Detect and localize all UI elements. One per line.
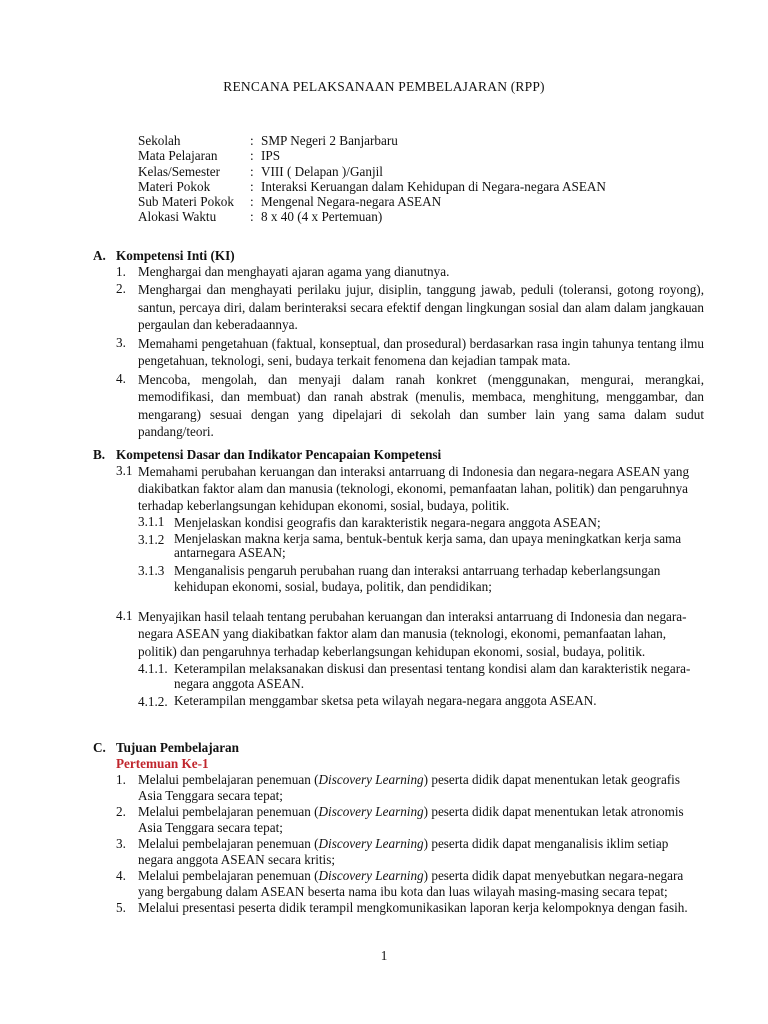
kd-number: 4.1 [116, 608, 133, 623]
item-number: 4. [116, 868, 126, 883]
indicator-text: Keterampilan menggambar sketsa peta wilayah negara-negara anggota ASEAN. [174, 692, 597, 708]
section-c-heading [93, 740, 239, 756]
section-b-heading [93, 447, 441, 463]
info-label: Kelas/Semester [138, 163, 221, 179]
section-title: Kompetensi Inti (KI) [116, 248, 235, 263]
info-value: VIII ( Delapan )/Ganjil [261, 163, 383, 179]
info-label: Sekolah [138, 133, 181, 148]
page-number: 1 [380, 948, 388, 963]
kd-3-1 [116, 463, 704, 595]
indicator-item [138, 514, 704, 531]
indicator-item [138, 532, 704, 559]
list-item [116, 804, 706, 836]
kd-text: Menyajikan hasil telaah tentang perubahan keruangan dan interaksi antarruang di Indonesia dan negara-negara ASEAN yang diakibatkan faktor alam dan manusia (teknologi, ekonomi, pemanfaatan lahan, politik) dan pengaruhnya terhadap keberlangsungan kehidupan ekonomi, sosial, budaya, politik. [138, 609, 687, 659]
document-title: RENCANA PELAKSANAAN PEMBELAJARAN (RPP) [223, 79, 545, 94]
indicator-number: 3.1.3 [138, 563, 165, 578]
info-label: Mata Pelajaran [138, 148, 218, 164]
info-label: Alokasi Waktu [138, 209, 217, 225]
kd-number: 3.1 [116, 463, 133, 478]
kd-4-1 [116, 608, 704, 710]
kd-main [116, 463, 704, 514]
info-value: Mengenal Negara-negara ASEAN [261, 194, 442, 210]
item-text: Melalui pembelajaran penemuan (Discovery Learning) peserta didik dapat menentukan letak atronomis Asia Tenggara secara tepat; [138, 804, 684, 835]
info-separator: : [250, 209, 254, 225]
indicator-number: 3.1.2 [138, 532, 165, 547]
section-letter: B. [93, 447, 106, 462]
item-text: Mencoba, mengolah, dan menyaji dalam ranah konkret (menggunakan, mengurai, merangkai, memodifikasi, dan membuat) dan ranah abstrak (menulis, membaca, menghitung, menggambar, dan mengarang) sesuai dengan yang dipelajari di sekolah dan sumber lain yang sama dalam sudut pandang/teori. [138, 371, 704, 439]
item-text: Menghargai dan menghayati ajaran agama yang dianutnya. [138, 264, 450, 279]
ki-list [116, 264, 704, 441]
item-number: 3. [116, 836, 126, 851]
section-a-heading [93, 248, 235, 264]
item-text: Melalui pembelajaran penemuan (Discovery Learning) peserta didik dapat menganalisis iklim setiap negara anggota ASEAN secara kritis; [138, 836, 669, 867]
item-number: 5. [116, 900, 126, 915]
info-value: Interaksi Keruangan dalam Kehidupan di Negara-negara ASEAN [261, 178, 606, 194]
info-separator: : [250, 178, 254, 194]
list-item [116, 836, 706, 868]
item-number: 1. [116, 772, 126, 787]
indicator-text: Keterampilan melaksanakan diskusi dan presentasi tentang kondisi alam dan karakteristik negara-negara anggota ASEAN. [174, 660, 691, 691]
list-item [116, 868, 706, 900]
kd-text: Memahami perubahan keruangan dan interaksi antarruang di Indonesia dan negara-negara ASEAN yang diakibatkan faktor alam dan manusia (teknologi, ekonomi, pemanfaatan lahan, politik) dan pengaruhnya terhadap keberlangsungan kehidupan ekonomi, sosial, budaya, politik. [138, 464, 690, 513]
meeting-label: Pertemuan Ke-1 [116, 756, 209, 771]
info-label: Materi Pokok [138, 178, 211, 194]
item-number: 2. [116, 281, 126, 296]
list-item [116, 371, 704, 441]
section-letter: C. [93, 740, 106, 755]
kd-main [116, 608, 704, 660]
info-row [138, 133, 606, 148]
indicator-text: Menjelaskan kondisi geografis dan karakteristik negara-negara anggota ASEAN; [174, 515, 601, 530]
indicator-number: 4.1.1. [138, 660, 168, 676]
section-letter: A. [93, 248, 106, 263]
info-row [138, 148, 606, 163]
indicator-item [138, 694, 704, 710]
info-separator: : [250, 163, 254, 179]
item-number: 1. [116, 264, 126, 279]
info-row [138, 194, 606, 209]
item-text: Menghargai dan menghayati perilaku jujur, disiplin, tanggung jawab, peduli (toleransi, gotong royong), santun, percaya diri, dalam berinteraksi secara efektif dengan lingkungan sosial dan alam dalam jangkauan pergaulan dan keberadaannya. [138, 282, 704, 332]
indicator-number: 3.1.1 [138, 514, 165, 529]
info-row [138, 179, 606, 194]
info-separator: : [250, 194, 254, 210]
item-text: Melalui pembelajaran penemuan (Discovery Learning) peserta didik dapat menentukan letak geografis Asia Tenggara secara tepat; [138, 772, 680, 803]
indicator-text: Menjelaskan makna kerja sama, bentuk-bentuk kerja sama, dan upaya meningkatkan kerja sama antarnegara ASEAN; [174, 531, 682, 560]
item-number: 4. [116, 370, 126, 386]
list-item [116, 772, 706, 804]
info-separator: : [250, 148, 254, 164]
section-title: Tujuan Pembelajaran [116, 740, 239, 755]
info-table [138, 133, 606, 225]
list-item [116, 335, 704, 370]
item-text: Melalui pembelajaran penemuan (Discovery Learning) peserta didik dapat menyebutkan negara-negara yang bergabung dalam ASEAN beserta nama ibu kota dan luas wilayah masing-masing secara tepat; [138, 868, 684, 899]
info-row [138, 164, 606, 179]
objectives-list [116, 772, 706, 916]
info-separator: : [250, 133, 254, 148]
indicator-item [138, 661, 704, 691]
list-item [116, 900, 706, 916]
section-title: Kompetensi Dasar dan Indikator Pencapaian Kompetensi [116, 447, 442, 462]
info-value: SMP Negeri 2 Banjarbaru [261, 133, 398, 148]
item-text: Memahami pengetahuan (faktual, konseptual, dan prosedural) berdasarkan rasa ingin tahunya tentang ilmu pengetahuan, teknologi, seni, budaya terkait fenomena dan kejadian tampak mata. [138, 335, 704, 368]
item-number: 3. [116, 334, 126, 350]
indicator-text: Menganalisis pengaruh perubahan ruang dan interaksi antarruang terhadap keberlangsungan kehidupan ekonomi, sosial, budaya, politik, dan pendidikan; [174, 563, 661, 594]
info-value: 8 x 40 (4 x Pertemuan) [261, 209, 383, 225]
item-number: 2. [116, 804, 126, 819]
item-text: Melalui presentasi peserta didik terampil mengkomunikasikan laporan kerja kelompoknya dengan fasih. [138, 900, 688, 915]
list-item [116, 264, 704, 280]
indicator-number: 4.1.2. [138, 693, 168, 709]
info-row [138, 209, 606, 224]
indicator-item [138, 563, 704, 595]
list-item [116, 281, 704, 334]
info-value: IPS [261, 148, 281, 164]
info-label: Sub Materi Pokok [138, 194, 234, 210]
